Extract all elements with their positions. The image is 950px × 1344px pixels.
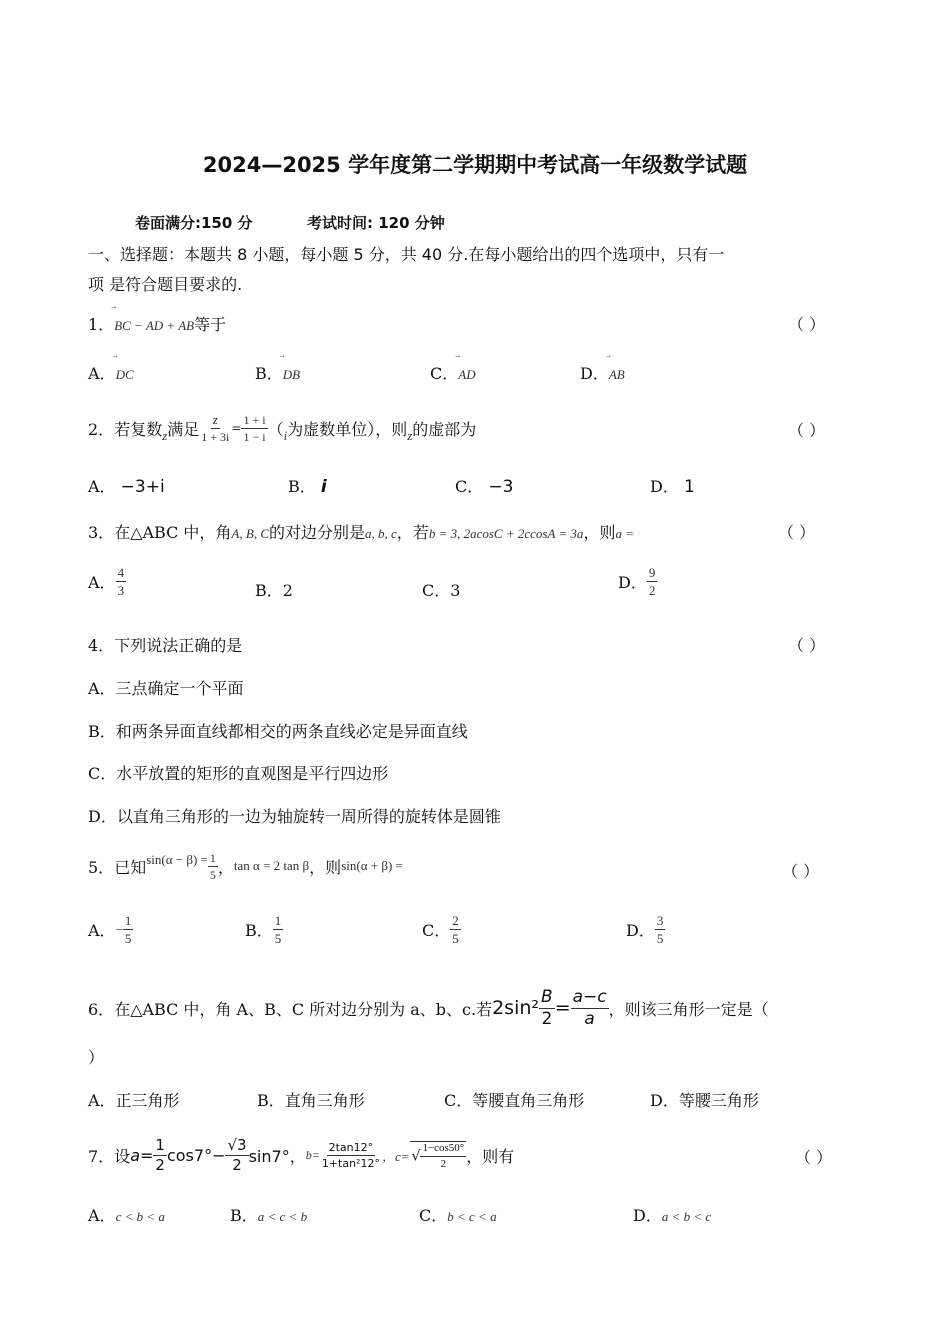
q2-mid: 满足 xyxy=(167,419,200,439)
q2-fraction-right xyxy=(241,414,267,443)
q6-fl-num: B xyxy=(541,986,553,1007)
q7-cos: cos7°− xyxy=(166,1145,226,1165)
q1-option-b-value: ⃗ DB xyxy=(283,367,300,383)
q1-option-b xyxy=(255,361,300,384)
q3-angles: A, B, C xyxy=(231,526,269,541)
q2-z: z xyxy=(162,428,168,443)
q2-option-a-value: −3+i xyxy=(120,477,165,497)
q3-a-den: 3 xyxy=(117,583,125,598)
q1-option-d-value: ⃗ AB xyxy=(609,367,625,383)
section-header-line1: 一、选择题：本题共 8 小题，每小题 5 分，共 40 分.在每小题给出的四个选项中，只有一 xyxy=(88,245,725,264)
q5-c1-num: 1 xyxy=(209,850,216,865)
q5-option-b xyxy=(245,914,283,945)
question-7 xyxy=(88,1130,514,1180)
q7-pre: 设 xyxy=(114,1146,131,1166)
q7-b-num: 2tan12° xyxy=(328,1140,374,1154)
q7-c-den: 2 xyxy=(440,1157,447,1170)
q5-cond1: sin(α − β) = xyxy=(146,852,208,867)
q5-option-d-frac xyxy=(655,914,666,945)
q3-d-den: 2 xyxy=(648,583,656,598)
q4-text: 下列说法正确的是 xyxy=(114,636,243,655)
q4-answer-bracket: （ ） xyxy=(788,636,826,655)
q4-option-c: C．水平放置的矩形的直观图是平行四边形 xyxy=(88,764,389,783)
q7-option-d xyxy=(633,1203,711,1226)
q3-option-b-value: 2 xyxy=(282,581,293,600)
q2-option-d-label: D． xyxy=(650,477,679,496)
q1-expression: ⃗ BC − AD + AB xyxy=(114,318,194,334)
q2-answer-bracket: （ ） xyxy=(788,421,826,440)
q6-fr-den: a xyxy=(584,1008,595,1029)
q6-number: 6． xyxy=(88,999,115,1019)
q3-option-b xyxy=(255,578,293,601)
q3-option-d-frac xyxy=(647,566,658,597)
q7-option-c xyxy=(419,1203,497,1226)
q1-option-a-label: A． xyxy=(88,364,116,383)
q3-ask: a = xyxy=(615,526,634,541)
q4-number: 4． xyxy=(88,636,115,655)
page-title: 2024—2025 学年度第二学期期中考试高一年级数学试题 xyxy=(202,153,748,177)
q6-tail: ，则该三角形一定是（ xyxy=(608,999,769,1019)
q6-fl-den: 2 xyxy=(541,1008,553,1029)
q7-sin: sin7°， xyxy=(248,1146,306,1166)
q5-cond1-frac xyxy=(208,852,218,881)
question-3 xyxy=(88,520,634,543)
q1-option-d-label: D． xyxy=(580,364,609,383)
q3-pre: 在△ABC 中，角 xyxy=(114,523,232,542)
q6-close-paren: ） xyxy=(88,1048,105,1067)
q7-half xyxy=(153,1135,167,1174)
q5-option-a xyxy=(88,914,133,945)
q3-option-a xyxy=(88,566,126,597)
q7-b-den: 1+tan²12° xyxy=(321,1156,380,1170)
q5-d-num: 3 xyxy=(656,913,664,928)
question-4 xyxy=(88,633,242,656)
q2-p2: 为虚数单位），则 xyxy=(287,419,408,439)
q5-option-d xyxy=(626,914,665,945)
q5-a-den: 5 xyxy=(124,931,132,946)
q6-option-b: B．直角三角形 xyxy=(257,1091,365,1110)
q5-comma: ， xyxy=(217,857,234,877)
q1-option-a xyxy=(88,361,134,384)
q7-half-den: 2 xyxy=(155,1155,165,1174)
section-header-line2: 项 是符合题目要求的. xyxy=(88,275,243,294)
q1-option-c-value: ⃗ AD xyxy=(458,367,475,383)
q6-frac-right xyxy=(571,986,609,1029)
q7-option-c-label: C． xyxy=(419,1206,448,1225)
q7-option-b-label: B． xyxy=(230,1206,258,1225)
q3-sides: a, b, c xyxy=(365,526,397,541)
q5-a-num: 1 xyxy=(124,913,132,928)
q5-cond2: tan α = 2 tan β xyxy=(233,858,310,873)
q1-option-c-label: C． xyxy=(430,364,459,383)
q5-option-b-label: B． xyxy=(245,921,273,940)
q5-option-a-frac xyxy=(123,914,134,945)
q7-option-d-value: a < b < c xyxy=(661,1209,712,1224)
q7-option-b xyxy=(230,1203,307,1226)
q3-tail: ，则 xyxy=(583,523,616,542)
q2-option-d-value: 1 xyxy=(683,477,695,497)
q4-option-d: D．以直角三角形的一边为轴旋转一周所得的旋转体是圆锥 xyxy=(88,807,501,826)
q1-answer-bracket: （ ） xyxy=(788,315,826,334)
q2-option-c xyxy=(455,474,513,497)
q1-stem: 等于 xyxy=(194,315,227,334)
q3-number: 3． xyxy=(88,523,115,542)
q4-option-a: A．三点确定一个平面 xyxy=(88,679,244,698)
exam-time: 考试时间: 120 分钟 xyxy=(307,214,445,232)
q3-option-c-value: 3 xyxy=(450,581,461,600)
q5-c1-den: 5 xyxy=(209,867,216,882)
q7-c-num: 1−cos50° xyxy=(420,1143,466,1157)
q3-d-num: 9 xyxy=(648,565,656,580)
q5-option-a-label: A． xyxy=(88,921,116,940)
q5-option-c xyxy=(422,914,461,945)
q6-lhs: 2sin² xyxy=(492,997,540,1019)
q3-condition: b = 3, 2acosC + 2ccosA = 3a xyxy=(428,526,584,541)
q1-option-d xyxy=(580,361,625,384)
question-5 xyxy=(88,846,403,886)
q7-tail: ，则有 xyxy=(466,1146,515,1166)
q6-option-c: C．等腰直角三角形 xyxy=(444,1091,585,1110)
question-6 xyxy=(88,984,769,1032)
q5-pre: 已知 xyxy=(114,857,147,877)
q7-option-c-value: b < c < a xyxy=(447,1209,497,1224)
q2-option-a-label: A． xyxy=(88,477,116,496)
q7-sqrt3-over-2 xyxy=(225,1135,248,1174)
q3-option-c-label: C． xyxy=(422,581,451,600)
q7-a-lhs: a= xyxy=(130,1145,154,1165)
q6-fr-num: a−c xyxy=(572,986,607,1007)
q7-number: 7． xyxy=(88,1146,115,1166)
q5-option-d-label: D． xyxy=(626,921,655,940)
q7-sqrt3-den: 2 xyxy=(232,1155,242,1174)
q2-f1-num: z xyxy=(212,412,218,427)
q6-frac-left xyxy=(539,986,555,1029)
q3-option-c xyxy=(422,578,460,601)
q6-option-a: A．正三角形 xyxy=(88,1091,180,1110)
q1-option-c xyxy=(430,361,476,384)
q2-option-d xyxy=(650,474,695,497)
q7-option-a-label: A． xyxy=(88,1206,116,1225)
q6-option-d: D．等腰三角形 xyxy=(650,1091,759,1110)
q2-option-b xyxy=(288,474,327,497)
q7-c-lhs: ，c= xyxy=(381,1148,410,1164)
q2-option-b-value: i xyxy=(320,477,327,497)
q1-number: 1． xyxy=(88,315,115,334)
q3-mid: 的对边分别是 xyxy=(269,523,366,542)
q3-answer-bracket: （ ） xyxy=(778,523,816,542)
q5-answer-bracket: （ ） xyxy=(782,862,820,881)
q5-c-num: 2 xyxy=(452,913,459,928)
q3-a-num: 4 xyxy=(117,565,125,580)
q2-f2-den: 1 − i xyxy=(243,429,266,444)
question-1 xyxy=(88,312,226,335)
q2-tail: 的虚部为 xyxy=(412,419,477,439)
q7-b-lhs: b= xyxy=(305,1147,320,1162)
full-score: 卷面满分:150 分 xyxy=(135,214,253,232)
q3-option-a-label: A． xyxy=(88,573,116,592)
q7-b-frac xyxy=(320,1142,382,1169)
q5-ask: sin(α + β) = xyxy=(341,858,403,873)
q5-option-b-frac xyxy=(273,914,284,945)
q2-i: i xyxy=(283,428,288,443)
q5-tail: ，则 xyxy=(309,857,342,877)
q5-c-den: 5 xyxy=(452,931,459,946)
q4-option-b: B．和两条异面直线都相交的两条直线必定是异面直线 xyxy=(88,722,468,741)
q1-option-b-label: B． xyxy=(255,364,283,383)
q7-option-a-value: c < b < a xyxy=(115,1209,165,1224)
q2-f2-num: 1 + i xyxy=(243,412,266,427)
q3-mid2: ，若 xyxy=(396,523,429,542)
q5-option-a-sign: − xyxy=(115,921,123,937)
q7-c-sqrt: √ $\frac{1-\cos 50^\circ}{2}$ xyxy=(411,1141,465,1170)
q3-option-d xyxy=(618,566,657,597)
q7-half-num: 1 xyxy=(155,1135,165,1154)
q2-option-c-value: −3 xyxy=(488,477,514,497)
q2-f1-den: 1 + 3i xyxy=(201,430,230,444)
q7-option-a xyxy=(88,1203,165,1226)
q6-equals: = xyxy=(554,997,571,1019)
q7-c-frac xyxy=(420,1143,466,1170)
q2-fraction-left xyxy=(199,413,231,443)
q2-option-b-label: B． xyxy=(288,477,316,496)
q2-z2: z xyxy=(407,428,413,443)
q2-equals: = xyxy=(231,421,242,435)
q3-option-a-frac xyxy=(116,566,127,597)
q5-number: 5． xyxy=(88,857,115,877)
q5-d-den: 5 xyxy=(656,931,664,946)
q7-option-b-value: a < c < b xyxy=(257,1209,308,1224)
q5-option-c-frac xyxy=(450,914,461,945)
q2-pre: 若复数 xyxy=(114,419,163,439)
q5-b-num: 1 xyxy=(274,913,282,928)
q6-pre: 在△ABC 中，角 A、B、C 所对边分别为 a、b、c.若 xyxy=(114,999,493,1019)
q3-option-b-label: B． xyxy=(255,581,283,600)
q2-option-a xyxy=(88,474,165,497)
q5-b-den: 5 xyxy=(274,931,282,946)
q7-option-d-label: D． xyxy=(633,1206,662,1225)
q2-option-c-label: C． xyxy=(455,477,484,496)
q1-option-a-value: ⃗ DC xyxy=(116,367,134,383)
q2-paren: （ xyxy=(267,419,284,439)
q3-option-d-label: D． xyxy=(618,573,647,592)
q7-sqrt3-num: √3 xyxy=(227,1135,247,1154)
q7-answer-bracket: （ ） xyxy=(795,1148,833,1167)
q5-option-c-label: C． xyxy=(422,921,451,940)
q2-number: 2． xyxy=(88,419,115,439)
question-2 xyxy=(88,406,476,450)
